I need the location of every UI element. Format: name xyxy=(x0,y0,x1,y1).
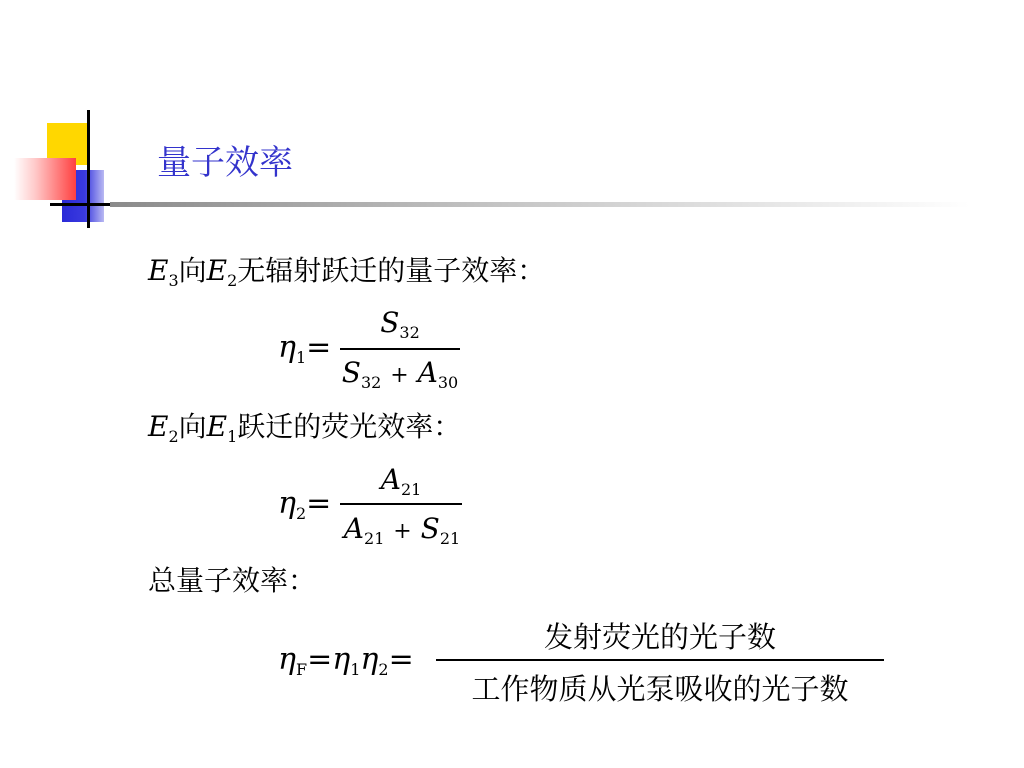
slide-title: 量子效率 xyxy=(157,143,293,183)
title-underline xyxy=(110,202,970,207)
eq2-lhs: $\eta_2=$ xyxy=(278,486,332,523)
text-line-total: 总量子效率： xyxy=(148,564,317,597)
eq2-fraction-bar xyxy=(340,503,462,505)
eq3-denominator: 工作物质从光泵吸收的光子数 xyxy=(471,672,849,706)
eq1-numerator: $S_{32}$ xyxy=(380,306,420,342)
eq3-fraction-bar xyxy=(436,659,884,661)
text-line-fluorescence: $E_2$向$E_1$跃迁的荧光效率： xyxy=(148,410,462,446)
decor-vertical-line xyxy=(87,110,90,228)
decor-horizontal-line xyxy=(50,203,110,206)
eq1-lhs: $\eta_1=$ xyxy=(278,330,332,367)
eq1-fraction-bar xyxy=(340,348,460,350)
text-line-nonradiative: $E_3$向$E_2$无辐射跃迁的量子效率： xyxy=(148,254,546,290)
eq1-denominator: $S_{32} + A_{30}$ xyxy=(341,356,459,392)
eq3-lhs: $\eta_F=\eta_1\eta_2=$ xyxy=(278,642,414,679)
eq2-numerator: $A_{21}$ xyxy=(380,463,422,499)
decor-red-square xyxy=(14,158,76,200)
eq2-denominator: $A_{21} + S_{21}$ xyxy=(343,512,461,548)
eq3-numerator: 发射荧光的光子数 xyxy=(543,620,776,654)
